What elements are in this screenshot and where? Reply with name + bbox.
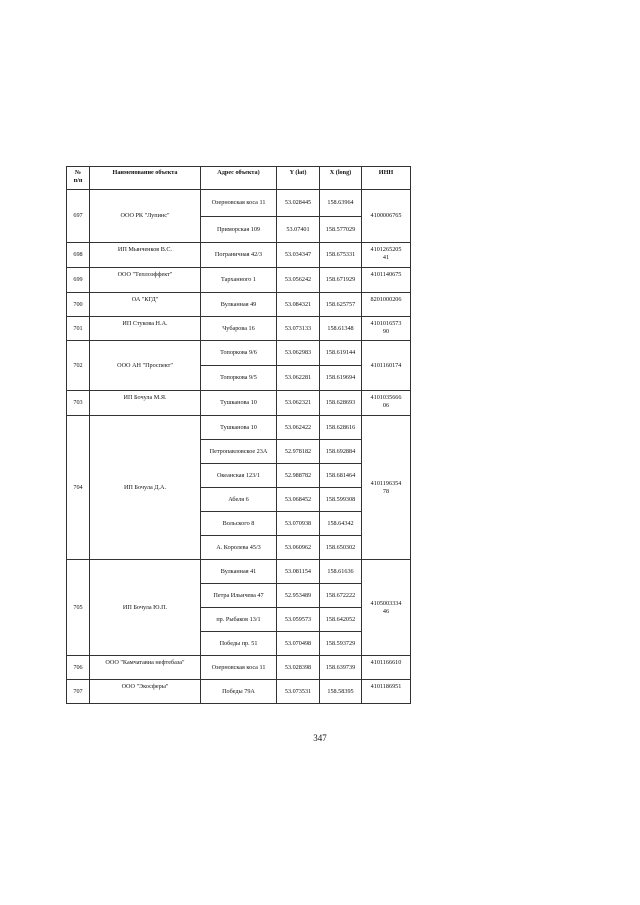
- table-row: [67, 680, 411, 704]
- objects-table: [66, 166, 411, 704]
- page-number: 347: [313, 733, 327, 743]
- cell-address: А. Королева 45/3: [201, 536, 277, 560]
- cell-object-name: ИП Мынченков В.С.: [90, 243, 201, 268]
- cell-lat: 53.073133: [277, 317, 320, 341]
- cell-lat: 53.028445: [277, 190, 320, 217]
- cell-inn: 4101016573 90: [362, 317, 411, 341]
- cell-inn: 4101166610: [362, 656, 411, 680]
- cell-num: 704: [67, 416, 90, 560]
- cell-lat: 53.073531: [277, 680, 320, 704]
- cell-lat: 53.081154: [277, 560, 320, 584]
- table-row: [67, 560, 411, 584]
- cell-lon: 158.619694: [320, 366, 362, 391]
- cell-address: Победы пр. 51: [201, 632, 277, 656]
- cell-lat: 52.953489: [277, 584, 320, 608]
- cell-address: Победы 79А: [201, 680, 277, 704]
- cell-lat: 53.062422: [277, 416, 320, 440]
- cell-lat: 53.062321: [277, 391, 320, 416]
- cell-inn: 4105003334 46: [362, 560, 411, 656]
- cell-lat: 53.070938: [277, 512, 320, 536]
- cell-address: Топоркова 9/5: [201, 366, 277, 391]
- cell-lon: 158.64342: [320, 512, 362, 536]
- header-name: Наименование объекта: [90, 167, 201, 190]
- cell-lat: 53.084321: [277, 293, 320, 317]
- cell-address: Петропавловское 23А: [201, 440, 277, 464]
- cell-lat: 53.059573: [277, 608, 320, 632]
- cell-lat: 53.068452: [277, 488, 320, 512]
- cell-address: Пограничная 42/3: [201, 243, 277, 268]
- table-body: [67, 190, 411, 704]
- cell-inn: 4101160174: [362, 341, 411, 391]
- cell-lon: 158.675331: [320, 243, 362, 268]
- cell-address: Вулканная 49: [201, 293, 277, 317]
- header-num: № п/п: [67, 167, 90, 190]
- cell-lat: 53.034347: [277, 243, 320, 268]
- cell-lon: 158.642052: [320, 608, 362, 632]
- cell-num: 697: [67, 190, 90, 243]
- cell-lon: 158.58395: [320, 680, 362, 704]
- cell-address: Тушканова 10: [201, 416, 277, 440]
- header-lon: X (long): [320, 167, 362, 190]
- cell-address: Топоркова 9/6: [201, 341, 277, 366]
- table-row: [67, 391, 411, 416]
- cell-lon: 158.650302: [320, 536, 362, 560]
- cell-lon: 158.681464: [320, 464, 362, 488]
- cell-lat: 53.028398: [277, 656, 320, 680]
- header-lat: Y (lat): [277, 167, 320, 190]
- cell-num: 700: [67, 293, 90, 317]
- cell-address: Тушканова 10: [201, 391, 277, 416]
- cell-inn: 4101140675: [362, 268, 411, 293]
- cell-address: Абеля 6: [201, 488, 277, 512]
- cell-lat: 52.988782: [277, 464, 320, 488]
- cell-object-name: ООО "Экосферы": [90, 680, 201, 704]
- table-header-row: [67, 167, 411, 190]
- cell-object-name: ООО АН "Проспект": [90, 341, 201, 391]
- cell-lon: 158.577029: [320, 217, 362, 243]
- cell-lat: 53.062983: [277, 341, 320, 366]
- cell-lon: 158.599308: [320, 488, 362, 512]
- table-row: [67, 268, 411, 293]
- cell-lon: 158.639739: [320, 656, 362, 680]
- cell-inn: 4100006765: [362, 190, 411, 243]
- cell-num: 705: [67, 560, 90, 656]
- cell-num: 706: [67, 656, 90, 680]
- cell-object-name: ИП Бочула М.Я.: [90, 391, 201, 416]
- cell-num: 698: [67, 243, 90, 268]
- table-row: [67, 293, 411, 317]
- cell-num: 699: [67, 268, 90, 293]
- cell-num: 701: [67, 317, 90, 341]
- cell-lon: 158.671929: [320, 268, 362, 293]
- cell-address: Петра Ильичева 47: [201, 584, 277, 608]
- cell-address: Вулканная 41: [201, 560, 277, 584]
- cell-inn: 4101196354 78: [362, 416, 411, 560]
- table-row: [67, 190, 411, 217]
- table-row: [67, 341, 411, 366]
- cell-lon: 158.619144: [320, 341, 362, 366]
- cell-lat: 53.062281: [277, 366, 320, 391]
- cell-lat: 53.056242: [277, 268, 320, 293]
- cell-object-name: ИП Стукова Н.А.: [90, 317, 201, 341]
- header-address: Адрес объекта): [201, 167, 277, 190]
- cell-num: 703: [67, 391, 90, 416]
- cell-address: Океанская 123/1: [201, 464, 277, 488]
- cell-lon: 158.61636: [320, 560, 362, 584]
- cell-object-name: ООО РК "Лупинс": [90, 190, 201, 243]
- cell-inn: 8201000206: [362, 293, 411, 317]
- cell-num: 702: [67, 341, 90, 391]
- cell-lat: 53.060962: [277, 536, 320, 560]
- cell-address: Приморская 109: [201, 217, 277, 243]
- cell-address: Вольского 8: [201, 512, 277, 536]
- cell-lat: 53.070498: [277, 632, 320, 656]
- table-row: [67, 317, 411, 341]
- cell-num: 707: [67, 680, 90, 704]
- cell-lon: 158.61348: [320, 317, 362, 341]
- cell-inn: 4101186951: [362, 680, 411, 704]
- cell-address: Озерновская коса 11: [201, 190, 277, 217]
- header-inn: ИНН: [362, 167, 411, 190]
- cell-lon: 158.692884: [320, 440, 362, 464]
- cell-object-name: ИП Бочула Ю.П.: [90, 560, 201, 656]
- cell-lon: 158.63964: [320, 190, 362, 217]
- cell-lat: 53.07401: [277, 217, 320, 243]
- cell-inn: 4101035666 06: [362, 391, 411, 416]
- cell-object-name: ООО "Теплоэффект": [90, 268, 201, 293]
- cell-object-name: ОА "КГД": [90, 293, 201, 317]
- cell-lon: 158.628616: [320, 416, 362, 440]
- cell-lon: 158.628693: [320, 391, 362, 416]
- table-row: [67, 416, 411, 440]
- cell-inn: 4101265205 41: [362, 243, 411, 268]
- cell-object-name: ООО "Камчатавиа нефтебаза": [90, 656, 201, 680]
- cell-lon: 158.593729: [320, 632, 362, 656]
- cell-lon: 158.672222: [320, 584, 362, 608]
- cell-lat: 52.978182: [277, 440, 320, 464]
- table-row: [67, 243, 411, 268]
- cell-address: Тарханного 1: [201, 268, 277, 293]
- table-row: [67, 656, 411, 680]
- cell-address: Озерновская коса 11: [201, 656, 277, 680]
- cell-object-name: ИП Бочула Д.А.: [90, 416, 201, 560]
- cell-address: Чубарова 16: [201, 317, 277, 341]
- cell-lon: 158.625757: [320, 293, 362, 317]
- cell-address: пр. Рыбаков 13/1: [201, 608, 277, 632]
